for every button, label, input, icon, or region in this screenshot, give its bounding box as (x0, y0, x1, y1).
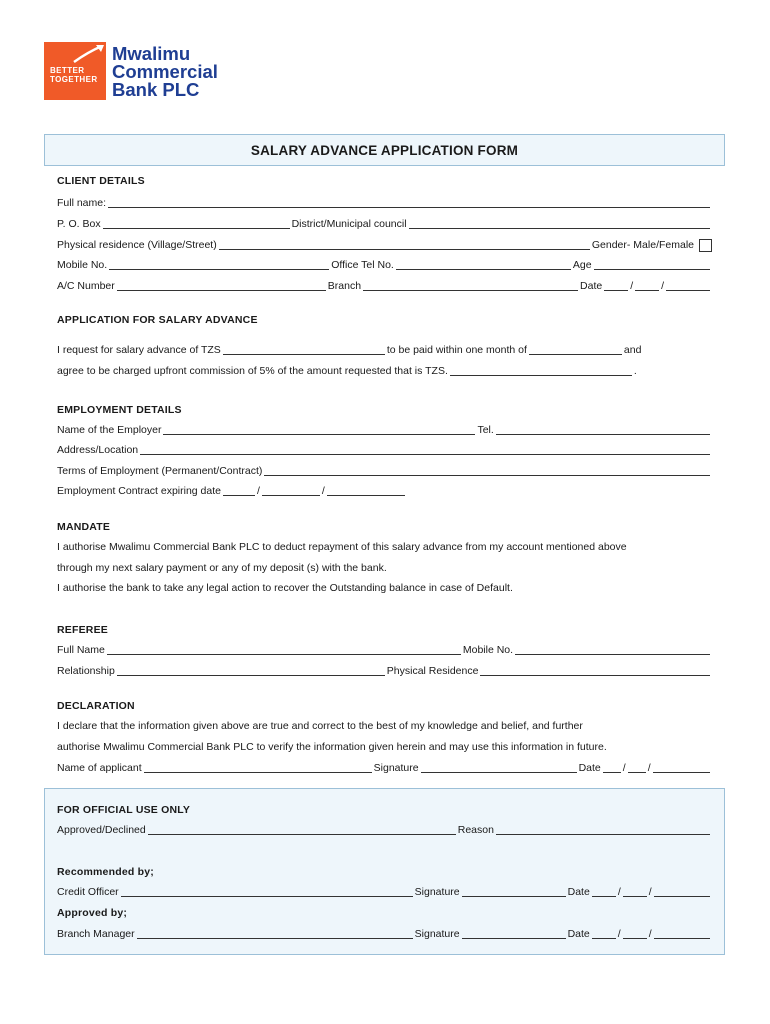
bank-name-line-3: Bank PLC (112, 79, 200, 100)
address-row (57, 444, 712, 457)
advance-amount-field[interactable] (223, 345, 385, 355)
client-date-label: Date (580, 280, 603, 292)
credit-officer-date-month-field[interactable] (623, 887, 647, 897)
mobile-label: Mobile No. (57, 259, 108, 271)
employer-field[interactable] (163, 425, 475, 435)
bank-name-line-2: Commercial (112, 61, 218, 82)
referee-residence-field[interactable] (480, 666, 710, 676)
commission-amount-field[interactable] (450, 366, 632, 376)
date-separator: / (648, 928, 652, 940)
terms-label: Terms of Employment (Permanent/Contract) (57, 465, 263, 477)
referee-heading: REFEREE (57, 624, 108, 636)
district-label: District/Municipal council (291, 218, 407, 230)
branch-manager-row (57, 928, 712, 941)
and-text: and (623, 344, 642, 356)
employer-row (57, 424, 712, 437)
age-field[interactable] (594, 260, 710, 270)
employer-label: Name of the Employer (57, 424, 162, 436)
residence-label: Physical residence (Village/Street) (57, 239, 217, 251)
approved-declined-label: Approved/Declined (57, 824, 146, 836)
credit-officer-field[interactable] (121, 887, 413, 897)
expiry-day-field[interactable] (223, 486, 255, 496)
address-field[interactable] (140, 445, 710, 455)
declaration-heading: DECLARATION (57, 700, 135, 712)
terms-row (57, 465, 712, 478)
branch-label: Branch (327, 280, 362, 292)
date-separator: / (622, 762, 626, 774)
declaration-line-2: authorise Mwalimu Commercial Bank PLC to verify the information given herein and may use this information in future. (57, 741, 607, 753)
address-label: Address/Location (57, 444, 139, 456)
date-separator: / (617, 886, 621, 898)
commission-text: agree to be charged upfront commission of 5% of the amount requested that is TZS. (57, 365, 448, 377)
branch-manager-date-label: Date (567, 928, 590, 940)
terms-field[interactable] (264, 466, 710, 476)
district-field[interactable] (409, 219, 710, 229)
branch-manager-date-year-field[interactable] (654, 929, 710, 939)
account-row (57, 280, 712, 293)
date-separator: / (647, 762, 651, 774)
applicant-date-year-field[interactable] (653, 763, 710, 773)
declaration-line-1: I declare that the information given above are true and correct to the best of my knowledge and belief, and further (57, 720, 583, 732)
applicant-signature-label: Signature (373, 762, 419, 774)
credit-officer-signature-label: Signature (414, 886, 460, 898)
mandate-heading: MANDATE (57, 521, 111, 533)
mandate-line-3: I authorise the bank to take any legal action to recover the Outstanding balance in case of Default. (57, 582, 513, 594)
mobile-field[interactable] (109, 260, 329, 270)
employer-tel-label: Tel. (477, 424, 494, 436)
bank-name-line-1: Mwalimu (112, 43, 191, 64)
gender-label: Gender- Male/Female (591, 239, 694, 251)
applicant-name-label: Name of applicant (57, 762, 142, 774)
office-tel-label: Office Tel No. (331, 259, 394, 271)
logo-mark (44, 42, 106, 100)
ac-number-field[interactable] (117, 281, 326, 291)
po-box-label: P. O. Box (57, 218, 101, 230)
referee-mobile-label: Mobile No. (462, 644, 514, 656)
branch-manager-label: Branch Manager (57, 928, 135, 940)
credit-officer-signature-field[interactable] (462, 887, 566, 897)
referee-mobile-field[interactable] (515, 645, 710, 655)
form-title-banner (44, 134, 725, 166)
date-separator: / (630, 280, 634, 292)
contract-expiry-label: Employment Contract expiring date (57, 485, 221, 497)
official-heading: FOR OFFICIAL USE ONLY (57, 804, 191, 816)
client-details-heading: CLIENT DETAILS (57, 175, 145, 187)
age-label: Age (572, 259, 592, 271)
date-separator: / (661, 280, 665, 292)
residence-field[interactable] (219, 240, 590, 250)
ac-number-label: A/C Number (57, 280, 115, 292)
po-box-field[interactable] (103, 219, 290, 229)
expiry-month-field[interactable] (262, 486, 320, 496)
referee-name-row (57, 644, 712, 657)
full-name-label: Full name: (57, 197, 107, 209)
date-separator: / (648, 886, 652, 898)
date-separator: / (257, 485, 260, 497)
applicant-signature-field[interactable] (421, 763, 577, 773)
expiry-year-field[interactable] (327, 486, 405, 496)
applicant-signoff-row (57, 762, 712, 775)
approval-row (57, 824, 712, 837)
client-date-year-field[interactable] (666, 281, 710, 291)
branch-manager-date-day-field[interactable] (592, 929, 616, 939)
referee-relationship-row (57, 665, 712, 678)
branch-manager-date-month-field[interactable] (623, 929, 647, 939)
branch-field[interactable] (363, 281, 578, 291)
referee-name-label: Full Name (57, 644, 105, 656)
credit-officer-date-label: Date (567, 886, 590, 898)
advance-amount-row (57, 344, 702, 357)
logo-tagline (50, 66, 98, 84)
relationship-label: Relationship (57, 665, 115, 677)
credit-officer-label: Credit Officer (57, 886, 119, 898)
form-title: SALARY ADVANCE APPLICATION FORM (250, 143, 519, 158)
credit-officer-date-year-field[interactable] (654, 887, 710, 897)
referee-name-field[interactable] (107, 645, 461, 655)
gender-checkbox[interactable] (699, 239, 712, 252)
residence-row (57, 239, 712, 252)
mobile-row (57, 259, 712, 272)
commission-row (57, 365, 702, 378)
mandate-line-1: I authorise Mwalimu Commercial Bank PLC to deduct repayment of this salary advance from my account mentioned above (57, 541, 627, 553)
applicant-date-label: Date (578, 762, 601, 774)
repayment-text: to be paid within one month of (386, 344, 527, 356)
branch-manager-field[interactable] (137, 929, 413, 939)
office-tel-field[interactable] (396, 260, 571, 270)
bank-name (112, 45, 218, 99)
reason-field[interactable] (496, 825, 710, 835)
date-separator: / (321, 485, 325, 497)
commission-end-dot: . (633, 365, 637, 377)
recommended-by-heading: Recommended by; (57, 866, 154, 878)
employment-heading: EMPLOYMENT DETAILS (57, 404, 182, 416)
po-box-row (57, 218, 712, 231)
approved-declined-field[interactable] (148, 825, 456, 835)
full-name-row (57, 197, 712, 210)
applicant-name-field[interactable] (144, 763, 372, 773)
referee-residence-label: Physical Residence (386, 665, 479, 677)
logo-tagline-line-2: TOGETHER (50, 75, 98, 84)
credit-officer-row (57, 886, 712, 899)
relationship-field[interactable] (117, 666, 385, 676)
branch-manager-signature-field[interactable] (462, 929, 566, 939)
credit-officer-date-day-field[interactable] (592, 887, 616, 897)
repayment-month-field[interactable] (529, 345, 622, 355)
mandate-line-2: through my next salary payment or any of my deposit (s) with the bank. (57, 562, 387, 574)
reason-label: Reason (457, 824, 494, 836)
contract-expiry-row (57, 485, 407, 498)
branch-manager-signature-label: Signature (414, 928, 460, 940)
client-date-day-field[interactable] (604, 281, 628, 291)
approved-by-heading: Approved by; (57, 907, 128, 919)
date-separator: / (617, 928, 621, 940)
employer-tel-field[interactable] (496, 425, 710, 435)
logo-tagline-line-1: BETTER (50, 66, 85, 75)
full-name-field[interactable] (108, 198, 710, 208)
applicant-date-month-field[interactable] (628, 763, 646, 773)
applicant-date-day-field[interactable] (603, 763, 621, 773)
application-heading: APPLICATION FOR SALARY ADVANCE (57, 314, 258, 326)
client-date-month-field[interactable] (635, 281, 659, 291)
advance-request-text: I request for salary advance of TZS (57, 344, 221, 356)
